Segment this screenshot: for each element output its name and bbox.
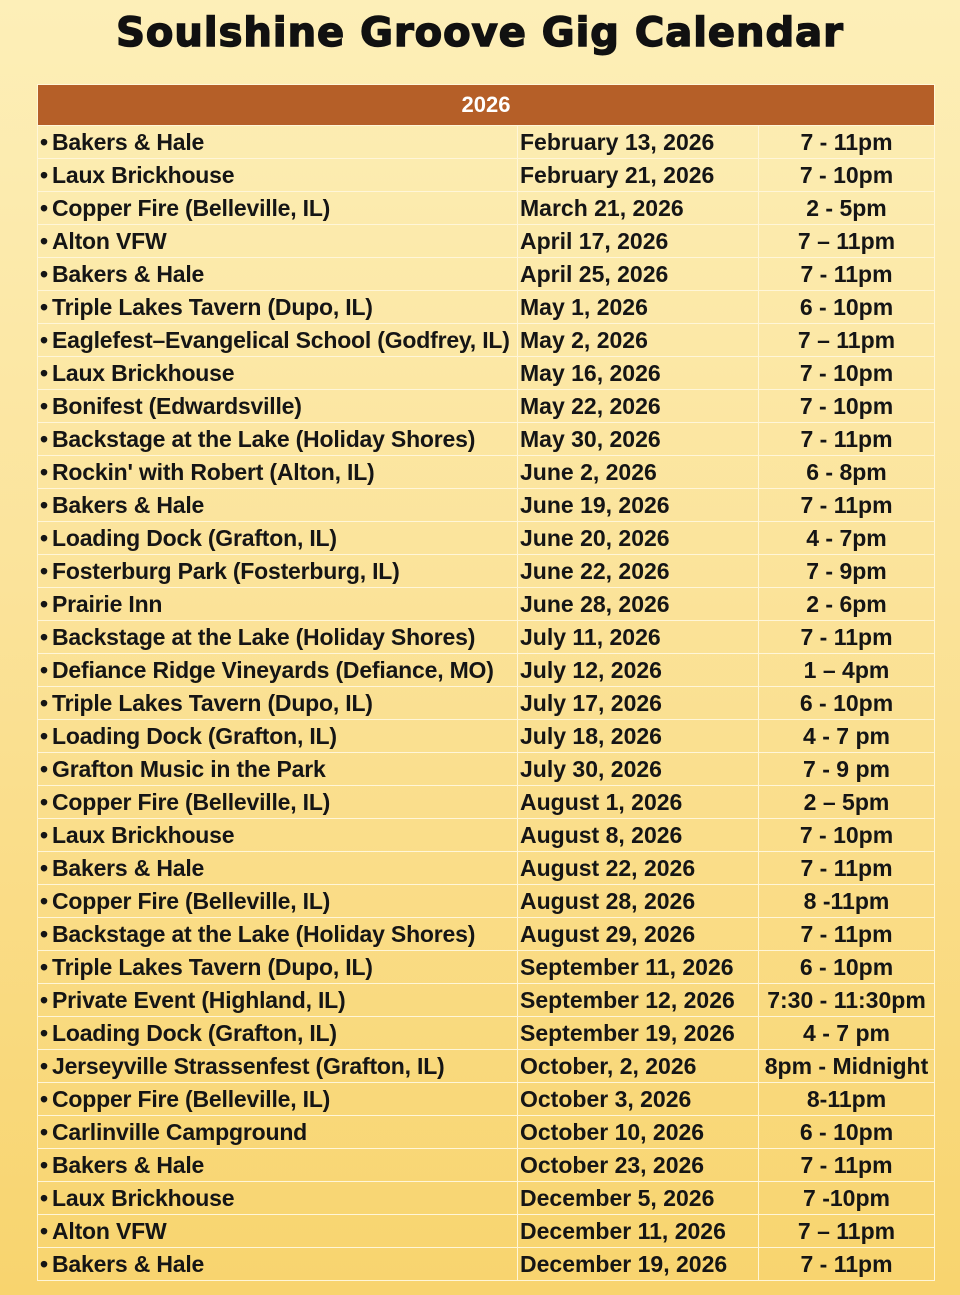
date-cell: December 5, 2026 (518, 1182, 759, 1215)
venue-name: Alton VFW (52, 1218, 167, 1244)
venue-cell (38, 258, 518, 291)
bullet-icon: • (40, 1020, 48, 1046)
date-cell: July 30, 2026 (518, 753, 759, 786)
bullet-icon: • (40, 426, 48, 452)
bullet-icon: • (40, 822, 48, 848)
bullet-icon: • (40, 360, 48, 386)
venue-name: Fosterburg Park (Fosterburg, IL) (52, 558, 400, 584)
venue-name: Copper Fire (Belleville, IL) (52, 1086, 331, 1112)
date-cell: June 28, 2026 (518, 588, 759, 621)
venue-cell (38, 159, 518, 192)
table-row (38, 852, 935, 885)
venue-cell (38, 522, 518, 555)
venue-name: Loading Dock (Grafton, IL) (52, 525, 337, 551)
table-row (38, 456, 935, 489)
time-cell: 7 - 11pm (759, 852, 935, 885)
date-cell: October, 2, 2026 (518, 1050, 759, 1083)
bullet-icon: • (40, 1251, 48, 1277)
time-cell: 7 - 11pm (759, 489, 935, 522)
time-cell: 6 - 10pm (759, 291, 935, 324)
venue-cell (38, 1149, 518, 1182)
time-cell: 7 – 11pm (759, 225, 935, 258)
venue-name: Bakers & Hale (52, 129, 205, 155)
time-cell: 7 - 11pm (759, 423, 935, 456)
venue-name: Jerseyville Strassenfest (Grafton, IL) (52, 1053, 445, 1079)
table-row (38, 588, 935, 621)
table-row (38, 324, 935, 357)
time-cell: 7 - 10pm (759, 390, 935, 423)
bullet-icon: • (40, 558, 48, 584)
time-cell: 7 - 11pm (759, 918, 935, 951)
bullet-icon: • (40, 888, 48, 914)
venue-cell (38, 456, 518, 489)
venue-cell (38, 555, 518, 588)
bullet-icon: • (40, 690, 48, 716)
table-row (38, 753, 935, 786)
bullet-icon: • (40, 954, 48, 980)
venue-name: Bonifest (Edwardsville) (52, 393, 302, 419)
bullet-icon: • (40, 129, 48, 155)
date-cell: August 8, 2026 (518, 819, 759, 852)
bullet-icon: • (40, 756, 48, 782)
date-cell: December 19, 2026 (518, 1248, 759, 1281)
bullet-icon: • (40, 591, 48, 617)
date-cell: March 21, 2026 (518, 192, 759, 225)
time-cell: 2 – 5pm (759, 786, 935, 819)
time-cell: 1 – 4pm (759, 654, 935, 687)
venue-name: Eaglefest–Evangelical School (Godfrey, IL) (52, 327, 510, 353)
table-row (38, 1083, 935, 1116)
table-row (38, 885, 935, 918)
date-cell: August 29, 2026 (518, 918, 759, 951)
bullet-icon: • (40, 459, 48, 485)
bullet-icon: • (40, 228, 48, 254)
date-cell: July 17, 2026 (518, 687, 759, 720)
date-cell: February 13, 2026 (518, 126, 759, 159)
time-cell: 7 - 10pm (759, 819, 935, 852)
bullet-icon: • (40, 492, 48, 518)
venue-cell (38, 852, 518, 885)
venue-name: Backstage at the Lake (Holiday Shores) (52, 624, 476, 650)
table-row (38, 225, 935, 258)
venue-cell (38, 621, 518, 654)
time-cell: 7 - 11pm (759, 126, 935, 159)
venue-name: Defiance Ridge Vineyards (Defiance, MO) (52, 657, 494, 683)
date-cell: August 28, 2026 (518, 885, 759, 918)
bullet-icon: • (40, 294, 48, 320)
venue-name: Grafton Music in the Park (52, 756, 326, 782)
venue-cell (38, 192, 518, 225)
date-cell: June 19, 2026 (518, 489, 759, 522)
table-row (38, 522, 935, 555)
venue-name: Copper Fire (Belleville, IL) (52, 888, 331, 914)
table-row (38, 720, 935, 753)
bullet-icon: • (40, 1152, 48, 1178)
date-cell: September 19, 2026 (518, 1017, 759, 1050)
time-cell: 6 - 10pm (759, 951, 935, 984)
venue-cell (38, 984, 518, 1017)
venue-cell (38, 951, 518, 984)
date-cell: May 30, 2026 (518, 423, 759, 456)
date-cell: September 12, 2026 (518, 984, 759, 1017)
bullet-icon: • (40, 987, 48, 1013)
table-row (38, 1215, 935, 1248)
table-row (38, 621, 935, 654)
bullet-icon: • (40, 393, 48, 419)
date-cell: May 22, 2026 (518, 390, 759, 423)
venue-cell (38, 1050, 518, 1083)
table-row (38, 1116, 935, 1149)
venue-name: Laux Brickhouse (52, 162, 235, 188)
venue-cell (38, 1017, 518, 1050)
bullet-icon: • (40, 855, 48, 881)
venue-name: Alton VFW (52, 228, 167, 254)
venue-cell (38, 324, 518, 357)
venue-cell (38, 1248, 518, 1281)
time-cell: 7 - 9pm (759, 555, 935, 588)
date-cell: February 21, 2026 (518, 159, 759, 192)
year-header-row (38, 85, 935, 126)
date-cell: April 17, 2026 (518, 225, 759, 258)
date-cell: May 1, 2026 (518, 291, 759, 324)
time-cell: 7 - 11pm (759, 1248, 935, 1281)
date-cell: October 23, 2026 (518, 1149, 759, 1182)
time-cell: 4 - 7pm (759, 522, 935, 555)
bullet-icon: • (40, 261, 48, 287)
time-cell: 7 - 11pm (759, 621, 935, 654)
date-cell: October 10, 2026 (518, 1116, 759, 1149)
table-row (38, 1149, 935, 1182)
time-cell: 7 - 9 pm (759, 753, 935, 786)
date-cell: December 11, 2026 (518, 1215, 759, 1248)
time-cell: 8-11pm (759, 1083, 935, 1116)
time-cell: 2 - 5pm (759, 192, 935, 225)
time-cell: 8 -11pm (759, 885, 935, 918)
venue-name: Private Event (Highland, IL) (52, 987, 346, 1013)
date-cell: July 11, 2026 (518, 621, 759, 654)
venue-name: Laux Brickhouse (52, 1185, 235, 1211)
table-row (38, 423, 935, 456)
venue-name: Triple Lakes Tavern (Dupo, IL) (52, 294, 373, 320)
gig-rows (38, 126, 935, 1281)
venue-cell (38, 1182, 518, 1215)
bullet-icon: • (40, 327, 48, 353)
bullet-icon: • (40, 195, 48, 221)
venue-cell (38, 786, 518, 819)
table-row (38, 1182, 935, 1215)
venue-cell (38, 918, 518, 951)
venue-name: Bakers & Hale (52, 855, 205, 881)
venue-name: Laux Brickhouse (52, 360, 235, 386)
venue-cell (38, 1083, 518, 1116)
bullet-icon: • (40, 723, 48, 749)
venue-name: Backstage at the Lake (Holiday Shores) (52, 921, 476, 947)
table-row (38, 1050, 935, 1083)
time-cell: 7 -10pm (759, 1182, 935, 1215)
date-cell: May 2, 2026 (518, 324, 759, 357)
date-cell: May 16, 2026 (518, 357, 759, 390)
time-cell: 7 – 11pm (759, 324, 935, 357)
bullet-icon: • (40, 657, 48, 683)
date-cell: September 11, 2026 (518, 951, 759, 984)
venue-cell (38, 357, 518, 390)
venue-name: Laux Brickhouse (52, 822, 235, 848)
table-row (38, 489, 935, 522)
bullet-icon: • (40, 624, 48, 650)
table-row (38, 390, 935, 423)
gig-calendar-table (37, 84, 935, 1281)
table-row (38, 192, 935, 225)
venue-name: Copper Fire (Belleville, IL) (52, 789, 331, 815)
time-cell: 7 - 11pm (759, 1149, 935, 1182)
bullet-icon: • (40, 1185, 48, 1211)
bullet-icon: • (40, 789, 48, 815)
venue-name: Bakers & Hale (52, 492, 205, 518)
venue-cell (38, 390, 518, 423)
table-row (38, 258, 935, 291)
venue-name: Bakers & Hale (52, 261, 205, 287)
date-cell: June 20, 2026 (518, 522, 759, 555)
time-cell: 4 - 7 pm (759, 720, 935, 753)
time-cell: 7 - 10pm (759, 357, 935, 390)
venue-cell (38, 291, 518, 324)
bullet-icon: • (40, 1086, 48, 1112)
venue-cell (38, 1116, 518, 1149)
table-row (38, 918, 935, 951)
time-cell: 2 - 6pm (759, 588, 935, 621)
venue-cell (38, 1215, 518, 1248)
time-cell: 7 - 10pm (759, 159, 935, 192)
venue-name: Backstage at the Lake (Holiday Shores) (52, 426, 476, 452)
venue-name: Prairie Inn (52, 591, 163, 617)
table-row (38, 1248, 935, 1281)
time-cell: 8pm - Midnight (759, 1050, 935, 1083)
venue-name: Bakers & Hale (52, 1251, 205, 1277)
table-row (38, 291, 935, 324)
date-cell: August 22, 2026 (518, 852, 759, 885)
time-cell: 4 - 7 pm (759, 1017, 935, 1050)
venue-name: Bakers & Hale (52, 1152, 205, 1178)
table-row (38, 687, 935, 720)
venue-name: Triple Lakes Tavern (Dupo, IL) (52, 954, 373, 980)
date-cell: August 1, 2026 (518, 786, 759, 819)
date-cell: July 12, 2026 (518, 654, 759, 687)
date-cell: April 25, 2026 (518, 258, 759, 291)
venue-cell (38, 225, 518, 258)
time-cell: 6 - 8pm (759, 456, 935, 489)
bullet-icon: • (40, 162, 48, 188)
table-row (38, 819, 935, 852)
table-row (38, 555, 935, 588)
time-cell: 7:30 - 11:30pm (759, 984, 935, 1017)
table-row (38, 159, 935, 192)
venue-cell (38, 720, 518, 753)
table-row (38, 984, 935, 1017)
time-cell: 7 - 11pm (759, 258, 935, 291)
date-cell: October 3, 2026 (518, 1083, 759, 1116)
venue-name: Loading Dock (Grafton, IL) (52, 723, 337, 749)
venue-cell (38, 819, 518, 852)
time-cell: 7 – 11pm (759, 1215, 935, 1248)
page-title: Soulshine Groove Gig Calendar (116, 10, 844, 56)
venue-cell (38, 489, 518, 522)
venue-cell (38, 588, 518, 621)
bullet-icon: • (40, 1119, 48, 1145)
venue-name: Carlinville Campground (52, 1119, 308, 1145)
bullet-icon: • (40, 921, 48, 947)
venue-cell (38, 654, 518, 687)
year-header: 2026 (38, 85, 935, 126)
table-row (38, 1017, 935, 1050)
date-cell: July 18, 2026 (518, 720, 759, 753)
table-row (38, 357, 935, 390)
venue-cell (38, 753, 518, 786)
table-row (38, 126, 935, 159)
bullet-icon: • (40, 1218, 48, 1244)
venue-cell (38, 687, 518, 720)
time-cell: 6 - 10pm (759, 1116, 935, 1149)
venue-cell (38, 423, 518, 456)
venue-name: Triple Lakes Tavern (Dupo, IL) (52, 690, 373, 716)
venue-name: Loading Dock (Grafton, IL) (52, 1020, 337, 1046)
venue-cell (38, 885, 518, 918)
venue-name: Rockin' with Robert (Alton, IL) (52, 459, 375, 485)
venue-cell (38, 126, 518, 159)
date-cell: June 2, 2026 (518, 456, 759, 489)
date-cell: June 22, 2026 (518, 555, 759, 588)
table-row (38, 951, 935, 984)
table-row (38, 654, 935, 687)
time-cell: 6 - 10pm (759, 687, 935, 720)
venue-name: Copper Fire (Belleville, IL) (52, 195, 331, 221)
bullet-icon: • (40, 1053, 48, 1079)
bullet-icon: • (40, 525, 48, 551)
table-row (38, 786, 935, 819)
